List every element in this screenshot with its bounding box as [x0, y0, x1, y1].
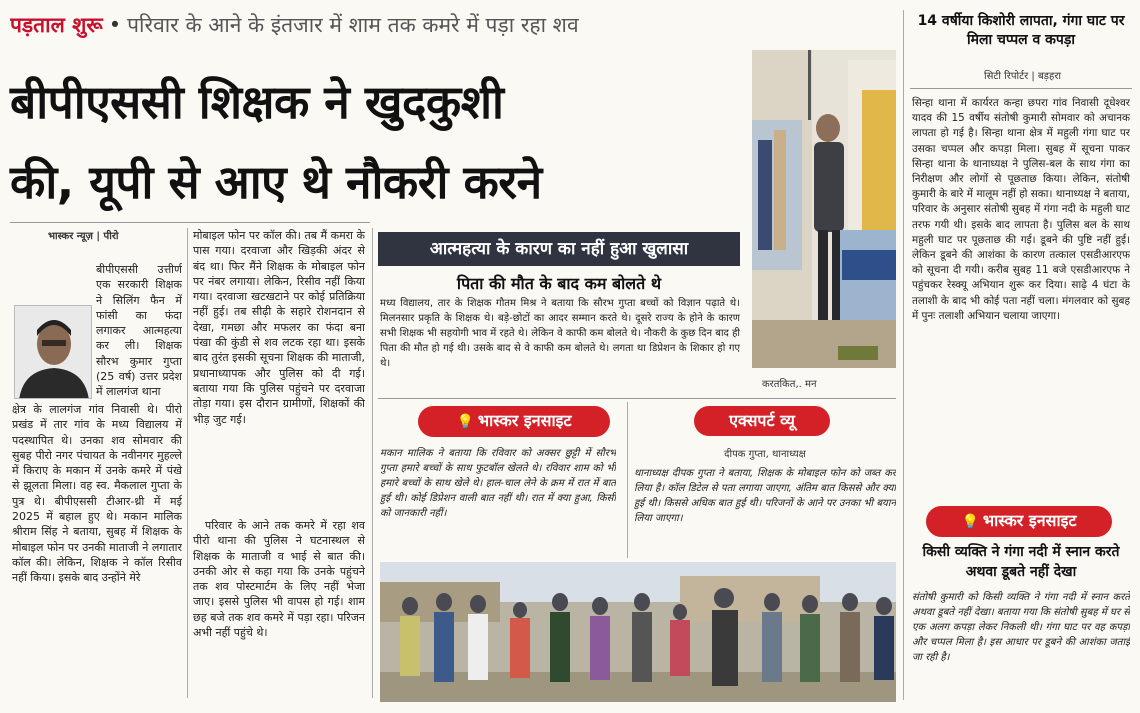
col-divider-1: [187, 228, 188, 698]
hanging-room-photo: [752, 50, 896, 368]
side-sub-headline: किसी व्यक्ति ने गंगा नदी में स्नान करते अथवा डूबते नहीं देखा: [922, 544, 1120, 580]
side-rule: [910, 88, 1132, 89]
center-divider: [627, 402, 628, 558]
kicker-label: पड़ताल शुरू: [10, 13, 103, 37]
article-col-1-intro: बीपीएससी उत्तीर्ण एक सरकारी शिक्षक ने सिलिंग फैन में फांसी का फंदा लगाकर आत्महत्या कर ली। शिक्षक सौरभ कुमार गुप्ता (25 वर्ष) उत्तर प्रदेश में लालगंज थाना: [96, 263, 182, 399]
article-col-1-lead: [12, 262, 94, 306]
bulb-icon: 💡: [456, 414, 474, 430]
kicker-line: [10, 8, 890, 42]
expert-text: थानाध्यक्ष दीपक गुप्ता ने बताया, शिक्षक के मोबाइल फोन को जब्त कर लिया है। कॉल डिटेल से पता लगाया जाएगा, अंतिम बात किससे और क्या हुई थी। किससे अधिक बात हुई थी। परिजनों के आने पर उनका भी बयान लिया जाएगा।: [634, 468, 896, 524]
center-rule: [378, 398, 896, 399]
article-col-2-p1: मोबाइल फोन पर कॉल की। तब मैं कमरा के पास गया। दरवाजा और खिड़की अंदर से बंद था। फिर मैंने शिक्षक के मोबाइल फोन पर नंबर लगाया। लेकिन, रिसीव नहीं किया गया। दरवाजा खटखटाने पर कोई प्रतिक्रिया नहीं हुई। तब सीढ़ी के सहारे रोशनदान से देखा, गमछा और मफलर का फंदा बना पंखा की कुंडी से शव लटक रहा था। इसके बाद तुरंत इसकी सूचना शिक्षक की माताजी, प्रधानाध्यापक और पुलिस को दी गई। बताया गया कि पुलिस पहुंचने पर दरवाजा तोड़ा गया। इस दौरान ग्रामीणों, शिक्षकों की भीड़ जुट गई।: [193, 229, 365, 426]
center-sub-body: मध्य विद्यालय, तार के शिक्षक गौतम मिश्र ने बताया कि सौरभ गुप्ता बच्चों को विज्ञान पढ़ाते थे। मिलनसार प्रकृति के शिक्षक थे। बड़े-छोटों का आदर सम्मान करते थे। दूसरे राज्य के होने के कारण सभी शिक्षक भी सहयोगी भाव में रहते थे। लेकिन वे काफी कम बोलते थे। नौकरी के कुछ दिन बाद ही पिता की मौत हो गई थी। उसके बाद से वे काफी कम बोलते थे। लगता था डिप्रेशन के शिकार हो गए थे।: [380, 298, 740, 369]
side-divider: [903, 10, 904, 700]
side-body: सिन्हा थाना में कार्यरत कन्हा छपरा गांव निवासी दूधेश्वर यादव की 15 वर्षीय संतोषी कुमारी सोमवार को अचानक लापता हो गई है। सिन्हा थाना क्षेत्र में महुली गंगा घाट पर उसका चप्पल और कपड़ा मिला। सुबह में सूचना पाकर सिन्हा थाना के थानाध्यक्ष ने पुलिस-बल के साथ गंगा का निरीक्षण और लोगों से पूछताछ किया। लेकिन, संतोषी कुमारी के बारे में मालूम नहीं हो सका। थानाध्यक्ष ने बताया, परिवार के अनुसार संतोषी सुबह में गंगा नदी के महुली घाट तरफ गयी थी। इसके बाद लापता है। पुलिस बल के साथ महुली घाट पर पूछताछ की गई। डूबने की पुष्टि नहीं हुई। लेकिन डूबने की आशंका के कारण तत्काल एसडीआरएफ को सूचना दी गयी। करीब सुबह 11 बजे एसडीआरएफ ने पहुंचकर रेस्क्यू अभियान शुरू कर दिया। साढ़े 4 घंटा के तलाशी के बाद भी कोई पता नहीं चला। मंगलवार को सुबह में पुनः तलाशी अभियान चलाया जाएगा।: [912, 97, 1130, 322]
center-sub-heading: पिता की मौत के बाद कम बोलते थे: [456, 274, 662, 293]
crowd-photo: [380, 562, 896, 702]
crowd-photo-svg: [380, 562, 896, 702]
side-insight-pill: [926, 506, 1112, 537]
col-divider-2: [372, 228, 373, 698]
side-insight-label: भास्कर इनसाइट: [982, 511, 1077, 530]
headline-line-2: की, यूपी से आए थे नौकरी करने: [10, 155, 542, 209]
insight-text-left: मकान मालिक ने बताया कि रविवार को अक्सर छुट्टी में सौरभ गुप्ता हमारे बच्चों के साथ फुटबॉल खेलते थे। रविवार शाम को भी हमारे बच्चों के साथ खेले थे। हाल-चाल लेने के क्रम में रात में बात हुई थी। कोई डिप्रेशन वाली बात नहीं थी। रात में क्या हुआ, किसी को जानकारी नहीं।: [380, 448, 616, 519]
article-col-1-body: क्षेत्र के लालगंज गांव निवासी थे। पीरो प्रखंड में तार गांव के मध्य विद्यालय में पदस्थापित थे। उनका शव सोमवार की सुबह पीरो नगर पंचायत के नवीनगर मुहल्ले में किराए के मकान में उनके कमरे में पंखे से झूलता मिला। वह स्व. मैकलाल गुप्ता के पुत्र थे। बीपीएससी टीआर-थ्री में मई 2025 में बहाल हुए थे। मकान मालिक श्रीराम सिंह ने बताया, सुबह में शिक्षक के मोबाइल फोन पर उनकी माताजी ने लगातार कॉल की। लेकिन, शिक्षक ने कॉल रिसीव नहीं किया। इसके बाद उन्होंने मेरे: [12, 403, 182, 585]
portrait-svg: [15, 306, 92, 399]
photo-caption: करतकित,. मन: [762, 379, 817, 390]
kicker-dot: •: [108, 13, 122, 37]
expert-pill: एक्सपर्ट व्यू: [694, 406, 830, 436]
insight-pill-label: भास्कर इनसाइट: [477, 411, 572, 430]
side-headline: 14 वर्षीया किशोरी लापता, गंगा घाट पर मिला चप्पल व कपड़ा: [917, 13, 1125, 48]
teacher-portrait: [14, 305, 92, 399]
article-col-2-p2: परिवार के आने तक कमरे में रहा शव पीरो थाना की पुलिस ने घटनास्थल से शिक्षक के माताजी व भाई से बात की। उनकी ओर से कहा गया कि उनके पहुंचने तक शव पोस्टमार्टम के लिए नहीं भेजा जाए। इससे पुलिस भी वापस हो गई। शाम छह बजे तक शव कमरे में पड़ा रहा। परिजन अभी नहीं पहुंचे थे।: [193, 519, 365, 640]
room-photo-svg: [752, 50, 896, 368]
center-box-title: आत्महत्या के कारण का नहीं हुआ खुलासा: [378, 232, 740, 266]
side-byline: सिटी रिपोर्टर | बड़हरा: [984, 71, 1062, 82]
headline-rule: [10, 222, 370, 223]
byline: भास्कर न्यूज़ | पीरो: [48, 231, 119, 242]
insight-pill-left: [418, 406, 610, 437]
expert-name: दीपक गुप्ता, थानाध्यक्ष: [724, 449, 806, 460]
headline-line-1: बीपीएससी शिक्षक ने खुदकुशी: [10, 75, 504, 129]
kicker-text: परिवार के आने के इंतजार में शाम तक कमरे में पड़ा रहा शव: [127, 13, 579, 37]
bulb-icon: 💡: [961, 514, 979, 530]
side-sub-body: संतोषी कुमारी को किसी व्यक्ति ने गंगा नदी में स्नान करते अथवा डूबते नहीं देखा। बताया गया कि संतोषी सुबह में घर से एक अलग कपड़ा लेकर निकली थी। गंगा घाट पर वह कपड़ा और चप्पल मिला है। इस आधार पर डूबने की आशंका जताई जा रही है।: [912, 592, 1130, 663]
